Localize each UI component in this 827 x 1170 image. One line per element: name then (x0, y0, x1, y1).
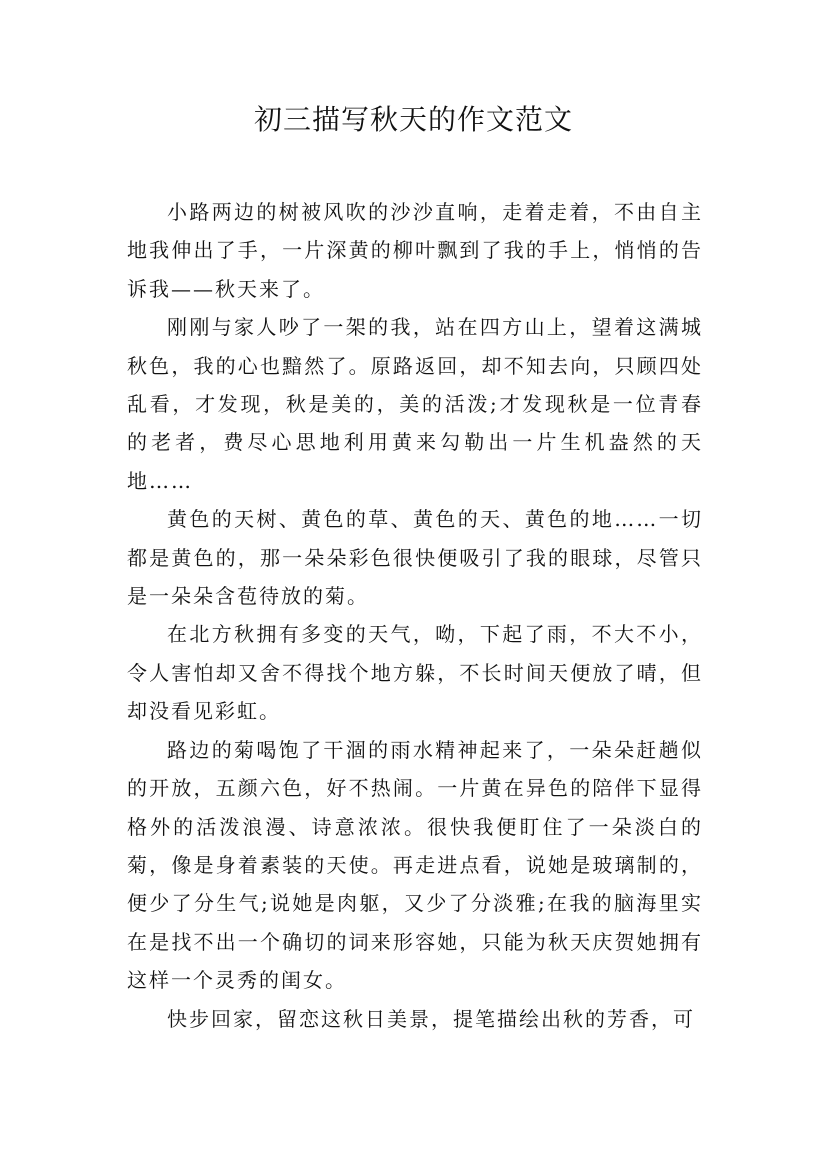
document-body (127, 193, 703, 1038)
paragraph: 小路两边的树被风吹的沙沙直响，走着走着，不由自主地我伸出了手，一片深黄的柳叶飘到了我的手上，悄悄的告诉我——秋天来了。 (127, 200, 703, 301)
paragraph: 黄色的天树、黄色的草、黄色的天、黄色的地……一切都是黄色的，那一朵朵彩色很快便吸引了我的眼球，尽管只是一朵朵含苞待放的菊。 (127, 507, 703, 609)
paragraph: 在北方秋拥有多变的天气，呦，下起了雨，不大不小，令人害怕却又舍不得找个地方躲，不长时间天便放了晴，但却没看见彩虹。 (127, 622, 703, 724)
paragraph: 刚刚与家人吵了一架的我，站在四方山上，望着这满城秋色，我的心也黯然了。原路返回，却不知去向，只顾四处乱看，才发现，秋是美的，美的活泼;才发现秋是一位青春的老者，费尽心思地利用黄来勾勒出一片生机盎然的天地…… (127, 315, 703, 493)
paragraph: 路边的菊喝饱了干涸的雨水精神起来了，一朵朵赶趟似的开放，五颜六色，好不热闹。一片黄在异色的陪伴下显得格外的活泼浪漫、诗意浓浓。很快我便盯住了一朵淡白的菊，像是身着素装的天使。再走进点看，说她是玻璃制的，便少了分生气;说她是肉躯，又少了分淡雅;在我的脑海里实在是找不出一个确切的词来形容她，只能为秋天庆贺她拥有这样一个灵秀的闺女。 (127, 737, 703, 993)
paragraph: 快步回家，留恋这秋日美景，提笔描绘出秋的芳香，可 (167, 1006, 695, 1031)
document-title: 初三描写秋天的作文范文 (253, 103, 573, 136)
